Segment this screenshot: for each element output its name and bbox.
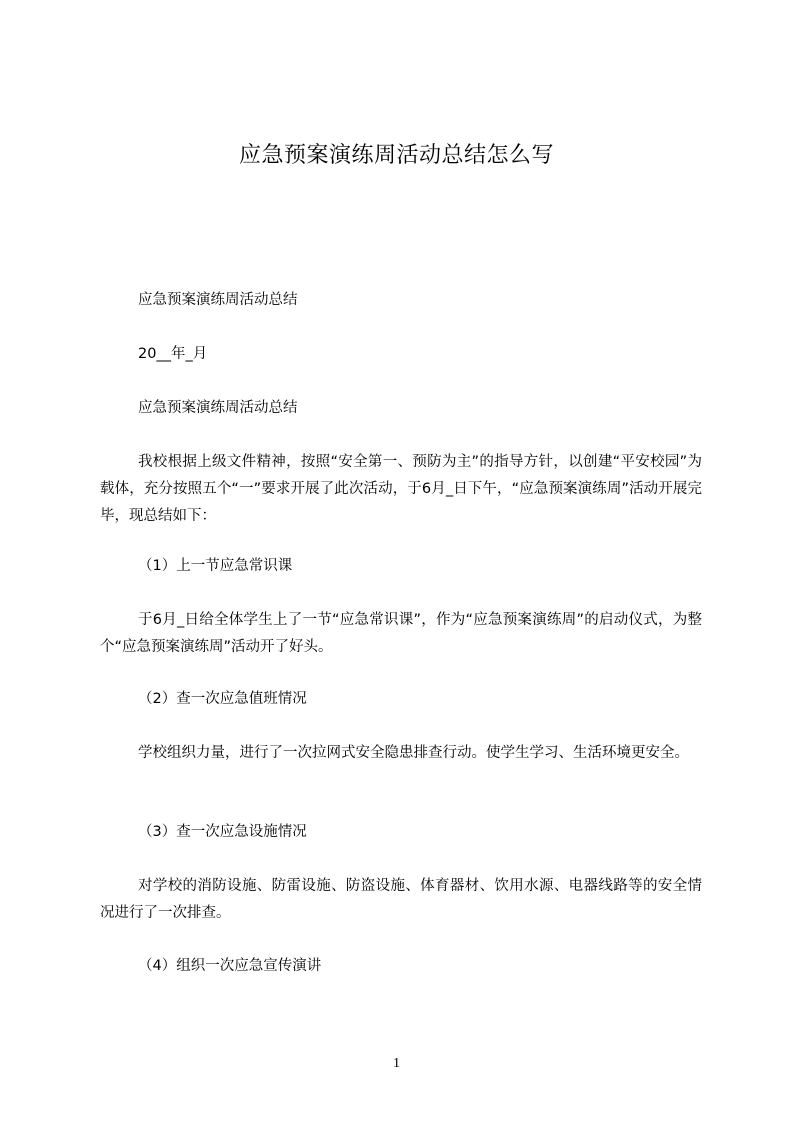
- paragraph-heading: 应急预案演练周活动总结: [138, 400, 298, 416]
- paragraph-intro: 我校根据上级文件精神，按照“安全第一、预防为主”的指导方针，以创建“平安校园”为载体，充分按照五个“一”要求开展了此次活动，于6月_日下午，“应急预案演练周”活动开展完毕，现总结如下：: [100, 454, 702, 524]
- document-title: 应急预案演练周活动总结怎么写: [238, 143, 554, 168]
- section-text-3: 对学校的消防设施、防雷设施、防盗设施、体育器材、饮用水源、电器线路等的安全情况进行了一次排查。: [100, 878, 702, 921]
- section-text-2: 学校组织力量，进行了一次拉网式安全隐患排查行动。使学生学习、生活环境更安全。: [138, 745, 689, 761]
- paragraph-subtitle: 应急预案演练周活动总结: [138, 292, 298, 308]
- section-heading-4: （4）组织一次应急宣传演讲: [138, 958, 322, 974]
- page-number: 1: [393, 1056, 400, 1071]
- section-text-1: 于6月_日给全体学生上了一节“应急常识课”，作为“应急预案演练周”的启动仪式，为整个“应急预案演练周”活动开了好头。: [100, 612, 702, 655]
- section-heading-3: （3）查一次应急设施情况: [138, 824, 307, 840]
- section-heading-2: （2）查一次应急值班情况: [138, 691, 307, 707]
- paragraph-date: 20__年_月: [138, 346, 208, 362]
- section-heading-1: （1）上一节应急常识课: [138, 558, 293, 574]
